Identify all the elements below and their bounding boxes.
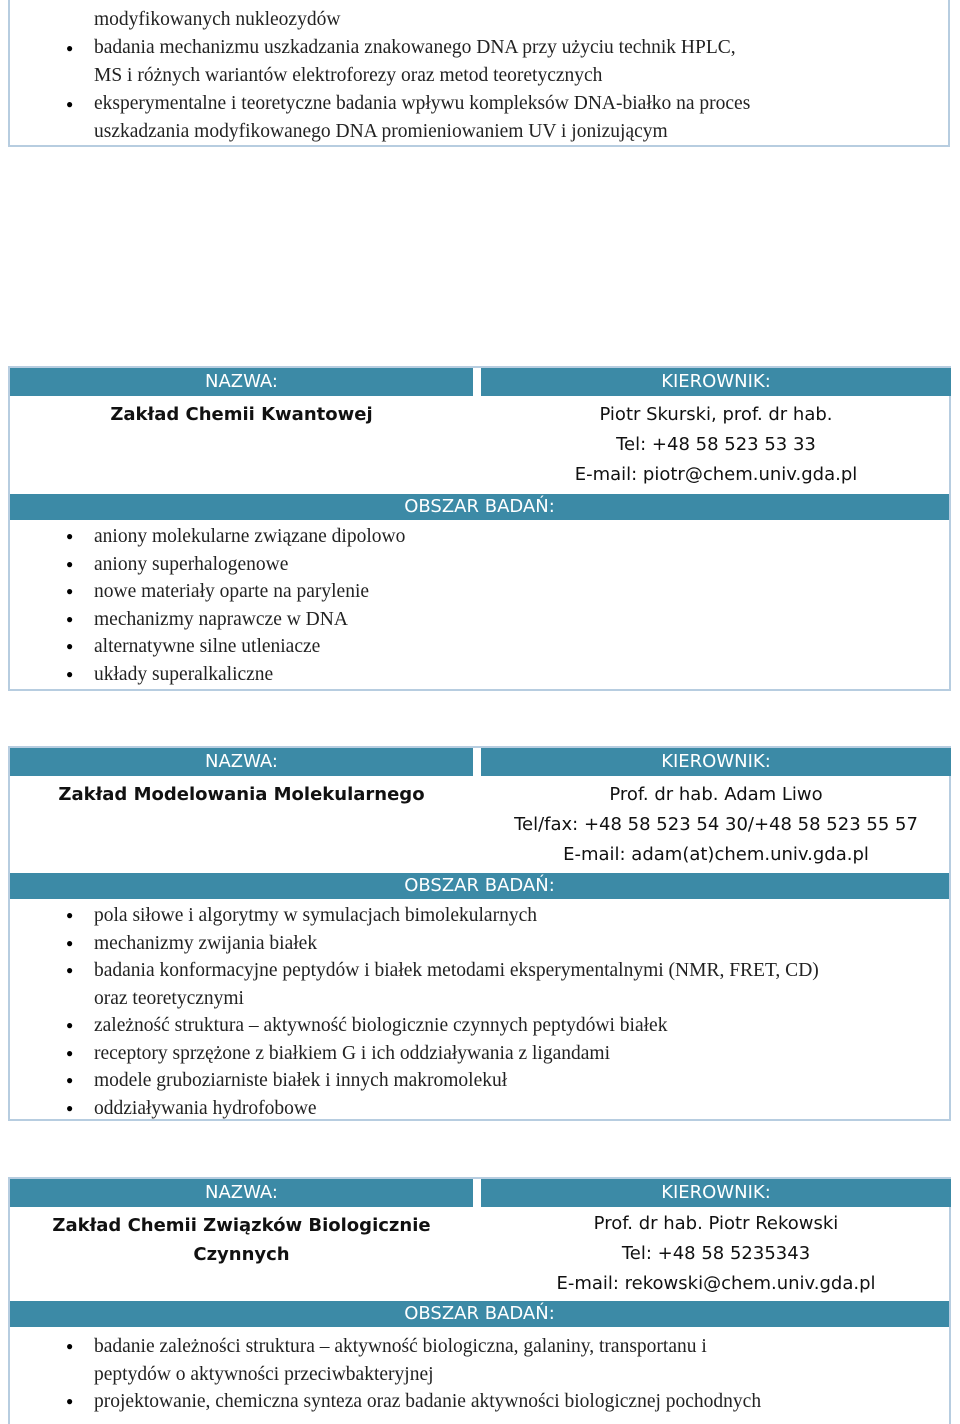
head-email: E-mail: rekowski@chem.univ.gda.pl bbox=[556, 1273, 876, 1294]
head-email: E-mail: adam(at)chem.univ.gda.pl bbox=[563, 844, 869, 865]
name-header: NAZWA: bbox=[10, 1179, 473, 1207]
list-item: modyfikowanych nukleozydów bbox=[94, 9, 341, 30]
continued-research-box bbox=[8, 0, 950, 147]
department-card-bioactive-compounds bbox=[8, 1177, 951, 1424]
list-item: ● pola siłowe i algorytmy w symulacjach bimolekularnych bbox=[10, 902, 949, 930]
head-phone: Tel: +48 58 5235343 bbox=[621, 1243, 811, 1264]
list-item: ● mechanizmy naprawcze w DNA bbox=[10, 606, 949, 634]
research-header: OBSZAR BADAŃ: bbox=[10, 873, 949, 899]
list-item: ● nowe materiały oparte na parylenie bbox=[10, 578, 949, 606]
head-header: KIEROWNIK: bbox=[481, 748, 951, 776]
name-header: NAZWA: bbox=[10, 748, 473, 776]
department-card-quantum-chemistry bbox=[8, 366, 951, 691]
head-header: KIEROWNIK: bbox=[481, 1179, 951, 1207]
head-contact bbox=[481, 400, 951, 490]
list-item: ● aniony molekularne związane dipolowo bbox=[10, 523, 949, 551]
research-list bbox=[10, 523, 949, 688]
department-name: Zakład Chemii Związków Biologicznie Czynnych bbox=[52, 1215, 431, 1265]
list-item: ● układy superalkaliczne bbox=[10, 661, 949, 689]
research-header: OBSZAR BADAŃ: bbox=[10, 1301, 949, 1327]
list-item: ● badania mechanizmu uszkadzania znakowanego DNA przy użyciu technik HPLC, MS i różnych wariantów elektroforezy oraz metod teoretycznych bbox=[10, 34, 948, 90]
list-item: ● aniony superhalogenowe bbox=[10, 551, 949, 579]
head-name: Prof. dr hab. Piotr Rekowski bbox=[593, 1213, 839, 1234]
list-item: ● receptory sprzężone z białkiem G i ich oddziaływania z ligandami bbox=[10, 1040, 949, 1068]
list-item: ● badanie zależności struktura – aktywność biologiczna, galaniny, transportanu i peptydów o aktywności przeciwbakteryjnej bbox=[10, 1333, 949, 1388]
list-item: ● mechanizmy zwijania białek bbox=[10, 930, 949, 958]
list-item: ● zależność struktura – aktywność biologicznie czynnych peptydówi białek bbox=[10, 1012, 949, 1040]
list-item: ● alternatywne silne utleniacze bbox=[10, 633, 949, 661]
list-item: ● badania konformacyjne peptydów i białek metodami eksperymentalnymi (NMR, FRET, CD) oraz teoretycznymi bbox=[10, 957, 949, 1012]
research-header: OBSZAR BADAŃ: bbox=[10, 494, 949, 520]
research-list bbox=[10, 1333, 949, 1416]
list-item: ● eksperymentalne i teoretyczne badania wpływu kompleksów DNA-białko na proces uszkadzania modyfikowanego DNA promieniowaniem UV i jonizującym bbox=[10, 90, 948, 146]
head-contact bbox=[481, 780, 951, 870]
department-name: Zakład Chemii Kwantowej bbox=[110, 404, 373, 425]
list-item: ● oddziaływania hydrofobowe bbox=[10, 1095, 949, 1123]
head-header: KIEROWNIK: bbox=[481, 368, 951, 396]
continued-research-list bbox=[10, 0, 948, 146]
head-email: E-mail: piotr@chem.univ.gda.pl bbox=[574, 464, 858, 485]
department-name: Zakład Modelowania Molekularnego bbox=[58, 784, 425, 805]
research-list bbox=[10, 902, 949, 1122]
list-item: ● modele gruboziarniste białek i innych makromolekuł bbox=[10, 1067, 949, 1095]
list-item: ● projektowanie, chemiczna synteza oraz badanie aktywności biologicznej pochodnych bbox=[10, 1388, 949, 1416]
head-name: Piotr Skurski, prof. dr hab. bbox=[599, 404, 833, 425]
name-header: NAZWA: bbox=[10, 368, 473, 396]
head-contact bbox=[481, 1209, 951, 1299]
head-name: Prof. dr hab. Adam Liwo bbox=[609, 784, 823, 805]
head-phone: Tel/fax: +48 58 523 54 30/+48 58 523 55 57 bbox=[514, 814, 918, 835]
head-phone: Tel: +48 58 523 53 33 bbox=[616, 434, 816, 455]
department-card-molecular-modeling bbox=[8, 746, 951, 1121]
